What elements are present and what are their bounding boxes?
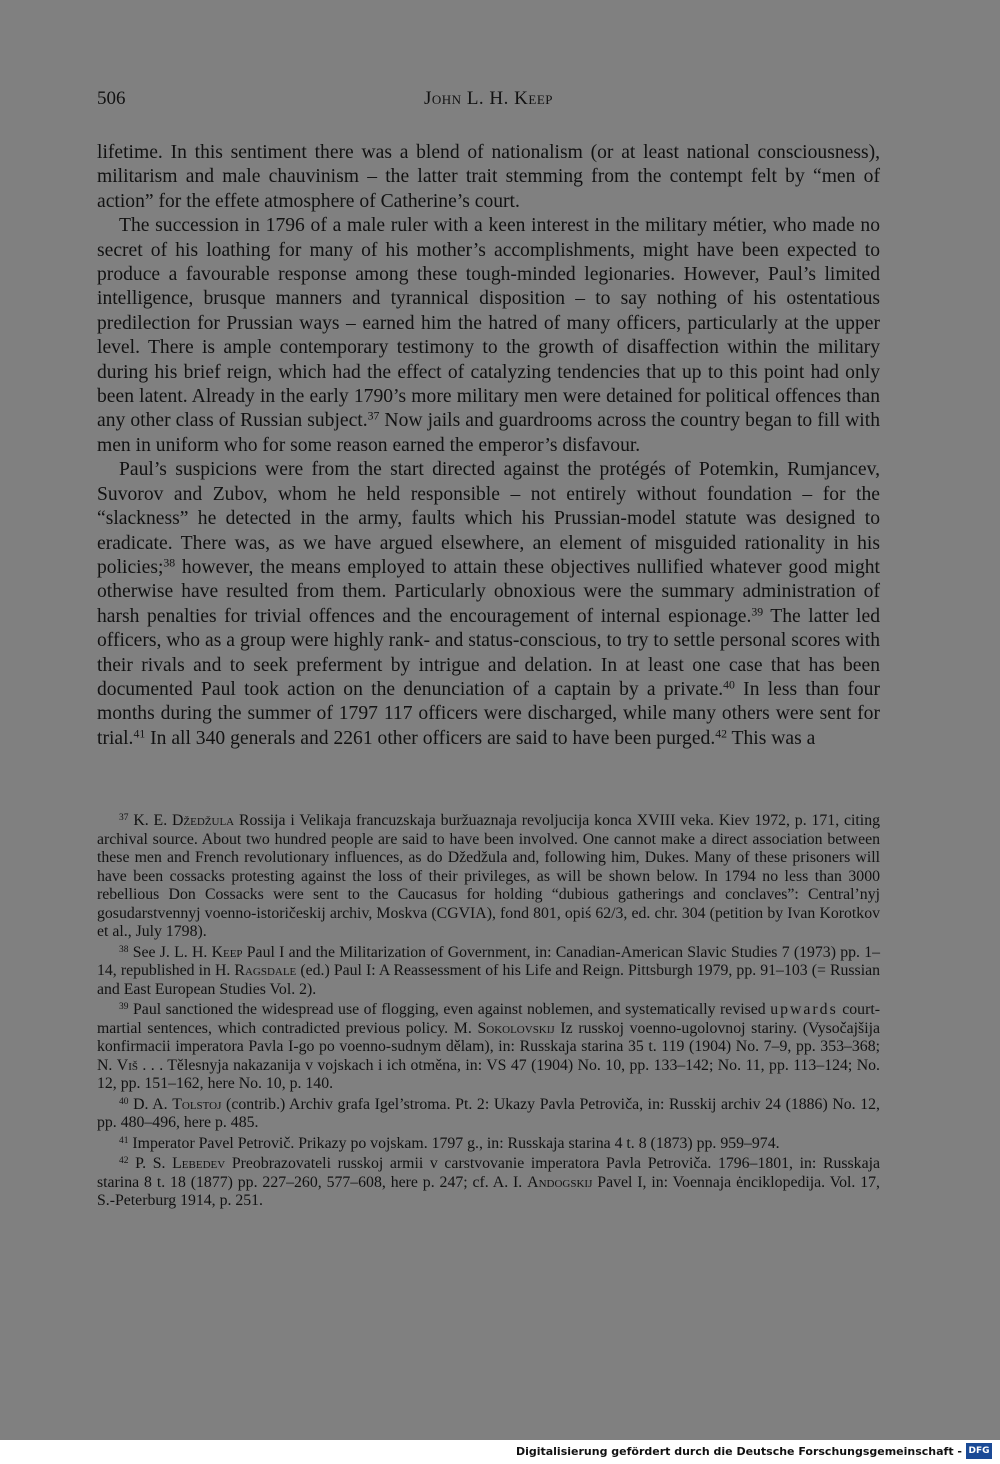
footer-credit: Digitalisierung gefördert durch die Deutsche Forschungsgemeinschaft -: [515, 1445, 962, 1458]
paragraph: Paul’s suspicions were from the start directed against the protégés of Potemkin, Rumjancev, Suvorov and Zubov, whom he held responsible – not entirely without foundation – for the “slackness” he detected in the army, faults which his Prussian-model statute was designed to eradicate. There was, as we have argued elsewhere, an element of misguided rationality in his policies;$^{38}$ however, the means employed to attain these objectives nullified whatever good might otherwise have resulted from them. Particularly obnoxious were the summary administration of harsh penalties for trivial offences and the encouragement of internal espionage.$^{39}$ The latter led officers, who as a group were highly rank- and status-conscious, to try to settle personal scores with their rivals and to seek preferment by intrigue and delation. In at least one case that has been documented Paul took action on the denunciation of a captain by a private.$^{40}$ In less than four months during the summer of 1797 117 officers were discharged, while many others were sent for trial.$^{41}$ In all 340 generals and 2261 other officers are said to have been purged.$^{42}$ This was a: [97, 459, 880, 749]
running-head: John L. H. Keep: [424, 88, 553, 109]
page-number: 506: [97, 88, 126, 109]
footnote-41: $^{41}$ Imperator Pavel Petrovič. Prikazy po vojskam. 1797 g., in: Russkaja starina 4 t. 8 (1873) pp. 959–974.: [119, 1134, 780, 1152]
footnote-ref[interactable]: 40: [723, 678, 735, 692]
footnote-ref[interactable]: 38: [163, 556, 176, 570]
footnote-ref[interactable]: 41: [133, 727, 146, 741]
digitization-footer: [0, 1440, 1000, 1464]
paragraph: The succession in 1796 of a male ruler with a keen interest in the military métier, who made no secret of his loathing for many of his mother’s accomplishments, might have been expected to produce a favourable response among these tough-minded legionaries. However, Paul’s limited intelligence, brusque manners and tyrannical disposition – to say nothing of his ostentatious predilection for Prussian ways – earned him the hatred of many officers, particularly at the upper level. There is ample contemporary testimony to the growth of disaffection within the military during his brief reign, which had the effect of catalyzing tendencies that up to this point had only been latent. Already in the early 1790’s more military men were detained for political offences than any other class of Russian subject.$^{37}$ Now jails and guardrooms across the country began to fill with men in uniform who for some reason earned the emperor’s disfavour.: [97, 215, 880, 456]
main-text: [97, 141, 880, 751]
paragraph: lifetime. In this sentiment there was a blend of nationalism (or at least national consciousness), militarism and male chauvinism – the latter trait stemming from the contempt felt by “men of action” for the effete atmosphere of Catherine’s court.: [97, 142, 880, 212]
footnote-ref[interactable]: 37: [367, 410, 380, 424]
footnote-38: $^{38}$ See J. L. H. Keep Paul I and the Militarization of Government, in: Canadian-American Slavic Studies 7 (1973) pp. 1–14, republished in H. Ragsdale (ed.) Paul I: A Reassessment of his Life and Reign. Pittsburgh 1979, pp. 91–103 (= Russian and East European Studies Vol. 2).: [97, 943, 880, 998]
footnote-37: $^{37}$ K. E. Džedžula Rossija i Velikaja francuzskaja buržuaznaja revoljucija konca XVIII veka. Kiev 1972, p. 171, citing archival source. About two hundred people are said to have been involved. One cannot make a direct association between these men and French revolutionary influences, as do Džedžula and, following him, Dukes. Many of these prisoners will have been cossacks protesting against the loss of their privileges, as will be shown below. In 1794 no less than 3000 rebellious Don Cossacks were sent to the Caucasus for holding “dubious gatherings and conclaves”: Central’nyj gosudarstvennyj voenno-istoričeskij archiv, Moskva (CGVIA), fond 801, opiś 62/3, ed. chr. 304 (petition by Ivan Korotkov et al., July 1798).: [97, 812, 880, 940]
footnote-ref[interactable]: 39: [751, 605, 764, 619]
footnotes: [97, 812, 880, 1213]
footnote-39: $^{39}$ Paul sanctioned the widespread use of flogging, even against noblemen, and systematically revised upwards court-martial sentences, which contradicted previous policy. M. Sokolovskij Iz russkoj voenno-ugolovnoj stariny. (Vysočajšija konfirmacii imperatora Pavla I-go po voenno-sudnym dělam), in: Russkaja starina 35 t. 119 (1904) No. 7–9, pp. 353–368; N. Viš . . . Tělesnyja nakazanija v vojskach i ich otměna, in: VS 47 (1904) No. 10, pp. 133–142; No. 11, pp. 113–124; No. 12, pp. 151–162, here No. 10, p. 140.: [97, 1001, 880, 1092]
page-header: [97, 88, 880, 116]
footnote-ref[interactable]: 42: [715, 727, 727, 741]
footnote-42: $^{42}$ P. S. Lebedev Preobrazovateli russkoj armii v carstvovanie imperatora Pavla Petroviča. 1796–1801, in: Russkaja starina 8 t. 18 (1877) pp. 227–260, 577–608, here p. 247; cf. A. I. Andogskij Pavel I, in: Voennaja ėnciklopedija. Vol. 17, S.-Peterburg 1914, p. 251.: [97, 1155, 880, 1209]
footnote-40: $^{40}$ D. A. Tolstoj (contrib.) Archiv grafa Igel’stroma. Pt. 2: Ukazy Pavla Petroviča, in: Russkij archiv 24 (1886) No. 12, pp. 480–496, here p. 485.: [97, 1095, 880, 1131]
dfg-logo-icon: DFG: [966, 1443, 992, 1459]
